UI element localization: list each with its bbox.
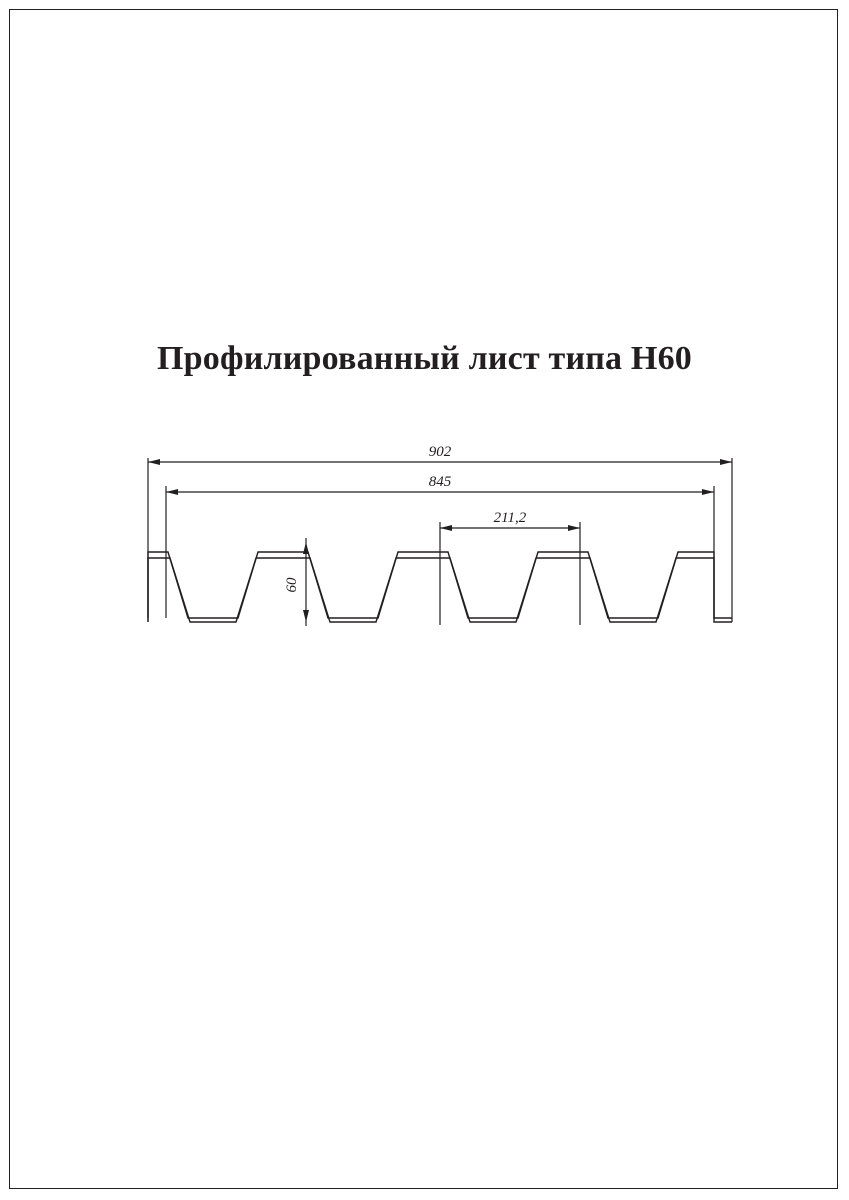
dimension-label-pitch: 211,2: [493, 510, 527, 526]
arrowhead-pitch-left: [440, 525, 452, 531]
arrowhead-overall-left: [148, 459, 160, 465]
arrowhead-overall-right: [720, 459, 732, 465]
dimension-label-useful-width: 845: [428, 474, 452, 490]
dimension-label-height: 60: [284, 577, 300, 593]
arrowhead-pitch-right: [568, 525, 580, 531]
arrowhead-useful-right: [702, 489, 714, 495]
dimension-label-overall-width: 902: [428, 444, 452, 460]
page-title: Профилированный лист типа Н60: [157, 340, 692, 377]
arrowhead-height-bottom: [303, 610, 309, 622]
arrowhead-useful-left: [166, 489, 178, 495]
profile-drawing: [110, 430, 770, 690]
